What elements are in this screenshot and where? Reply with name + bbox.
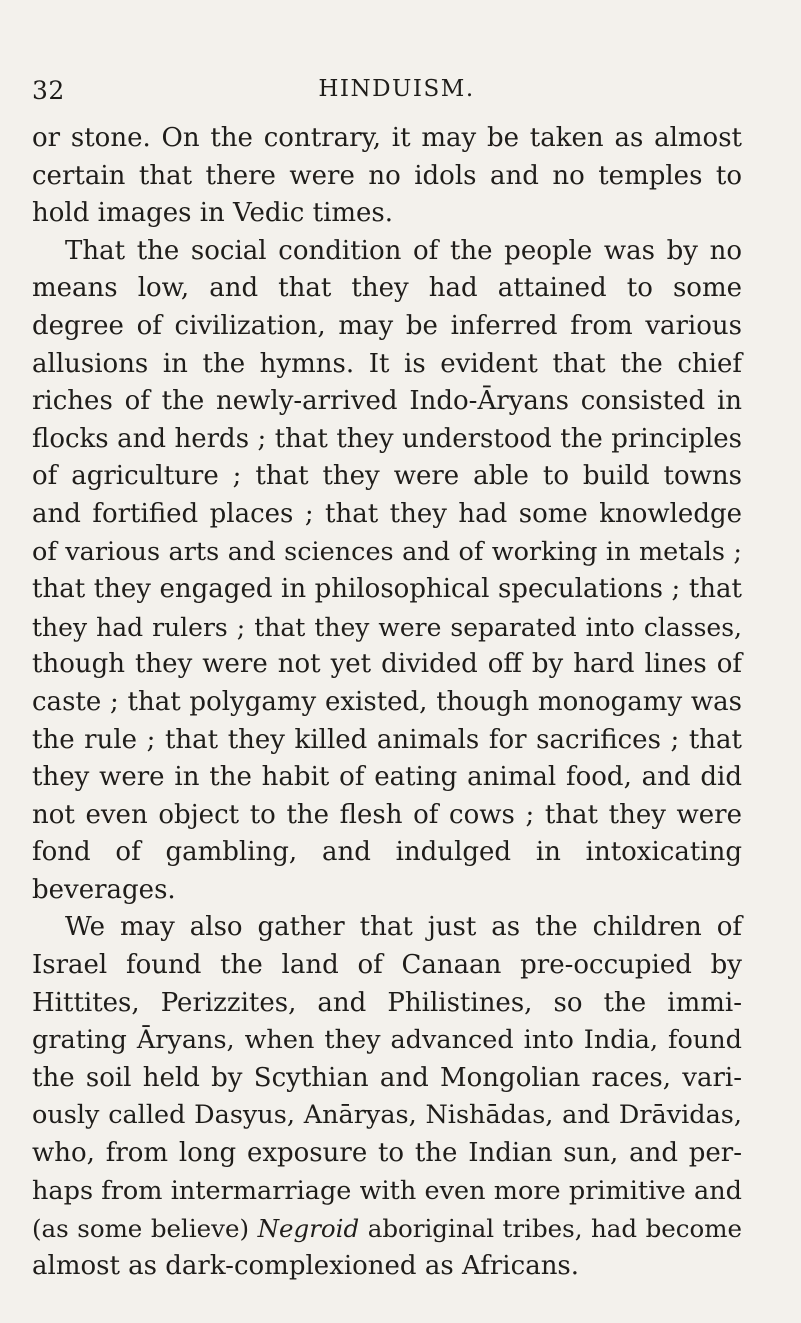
text-line: means low, and that they had attained to some bbox=[32, 273, 742, 304]
text-line: of agriculture ; that they were able to build towns bbox=[32, 461, 742, 492]
text-line: grating Āryans, when they advanced into India, found bbox=[32, 1025, 742, 1056]
line-segment: (as some believe) bbox=[32, 1214, 258, 1244]
text-line: though they were not yet divided off by hard lines of bbox=[32, 649, 742, 680]
text-line: almost as dark-complexioned as Africans. bbox=[32, 1250, 580, 1281]
text-line: fond of gambling, and indulged in intoxicating bbox=[32, 837, 742, 868]
italic-term: Negroid bbox=[257, 1214, 360, 1244]
line-segment: aboriginal tribes, had become bbox=[359, 1214, 742, 1244]
text-line: Israel found the land of Canaan pre-occupied by bbox=[32, 950, 742, 981]
text-line: That the social condition of the people was by no bbox=[65, 235, 742, 266]
text-line: allusions in the hymns. It is evident that the chief bbox=[32, 348, 742, 379]
page-header bbox=[32, 76, 761, 106]
text-line: Hittites, Perizzites, and Philistines, so the immi- bbox=[32, 987, 742, 1018]
text-line-with-italic bbox=[32, 1210, 742, 1248]
text-line: certain that there were no idols and no temples to bbox=[32, 160, 742, 191]
running-head: HINDUISM. bbox=[318, 76, 475, 102]
text-line: riches of the newly-arrived Indo-Āryans consisted in bbox=[32, 386, 742, 417]
page-number: 32 bbox=[32, 76, 65, 105]
text-line: of various arts and sciences and of working in metals ; bbox=[32, 536, 742, 567]
text-line: the rule ; that they killed animals for sacrifices ; that bbox=[32, 724, 742, 755]
text-line: caste ; that polygamy existed, though monogamy was bbox=[32, 686, 742, 717]
text-line: We may also gather that just as the children of bbox=[65, 912, 742, 943]
text-line: or stone. On the contrary, it may be taken as almost bbox=[32, 123, 742, 153]
text-line: flocks and herds ; that they understood the principles bbox=[32, 423, 742, 454]
text-line: hold images in Vedic times. bbox=[32, 198, 394, 229]
text-line: degree of civilization, may be inferred from various bbox=[32, 310, 742, 341]
body-text bbox=[32, 120, 742, 1285]
text-line: that they engaged in philosophical speculations ; that bbox=[32, 574, 742, 605]
text-line: and fortified places ; that they had some knowledge bbox=[32, 498, 742, 529]
text-line: they were in the habit of eating animal food, and did bbox=[32, 762, 742, 793]
text-line: they had rulers ; that they were separated into classes, bbox=[32, 612, 742, 642]
text-line: haps from intermarriage with even more primitive and bbox=[32, 1175, 742, 1206]
text-line: who, from long exposure to the Indian sun, and per- bbox=[32, 1138, 742, 1169]
text-line: not even object to the flesh of cows ; that they were bbox=[32, 799, 742, 830]
text-line: beverages. bbox=[32, 874, 176, 905]
text-line: the soil held by Scythian and Mongolian races, vari- bbox=[32, 1062, 742, 1093]
text-line: ously called Dasyus, Anāryas, Nishādas, and Drāvidas, bbox=[32, 1100, 742, 1131]
